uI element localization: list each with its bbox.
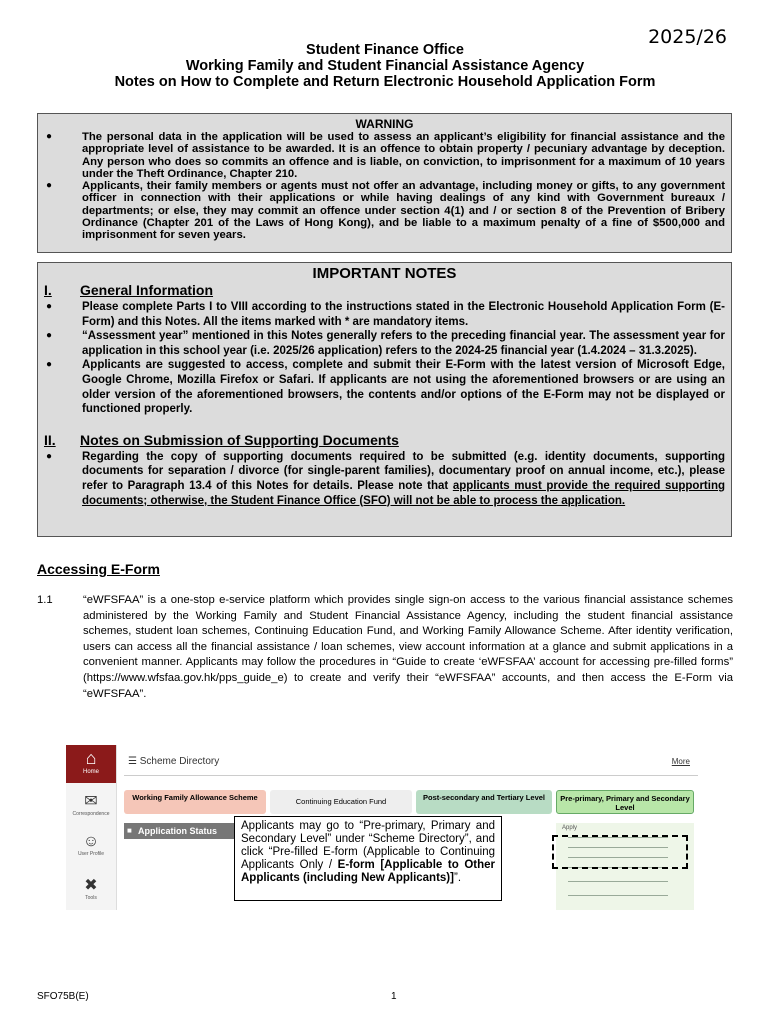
sidebar-item-user-profile[interactable] (66, 833, 116, 857)
list-item[interactable] (568, 895, 668, 902)
footer-code: SFO75B(E) (37, 991, 89, 1002)
home-icon: ⌂ (85, 748, 97, 768)
paragraph-1-1 (37, 593, 733, 702)
paragraph-number: 1.1 (37, 594, 53, 606)
note-item: ● “Assessment year” mentioned in this Notes generally refers to the preceding financial year. The assessment year for application in this school year (i.e. 2025/26 application) refers to the 2024-25 financial year (1.4.2024 – 31.3.2025). (44, 329, 725, 358)
envelope-icon: ✉ (84, 793, 98, 810)
title-line-1: Student Finance Office (306, 42, 464, 58)
callout-end: ”. (453, 872, 462, 884)
section-number: II. (44, 431, 56, 448)
tools-icon: ✖ (84, 877, 98, 894)
apply-label: Apply (562, 825, 578, 831)
callout-text: Applicants may go to “Pre-primary, Primary and Secondary Level” under “Scheme Directory”, and click “Pre-filled E-form (Applicable to Continuing Applicants Only / (241, 820, 495, 871)
scheme-directory-title: ☰ Scheme Directory (128, 756, 220, 767)
sidebar-item-label: Tools (85, 895, 97, 901)
section-1-heading (44, 282, 725, 298)
document-titles (0, 42, 770, 90)
tab-pre-primary[interactable]: Pre-primary, Primary and Secondary Level (556, 790, 694, 814)
note-text: Regarding the copy of supporting documents required to be submitted (e.g. identity documents, supporting documents for separation / divorce (for single-parent families), documentary proof on annual income, etc.), please refer to Paragraph 13.4 of this Notes for details. Please note that (82, 450, 725, 492)
section-2-heading (44, 432, 725, 448)
sidebar-item-label: Home (82, 769, 99, 775)
highlight-dashed-box (552, 835, 688, 869)
sidebar-item-tools[interactable] (66, 875, 116, 901)
warning-heading: WARNING (355, 117, 414, 131)
section-number: I. (44, 282, 52, 298)
more-link[interactable]: More (671, 757, 690, 766)
sidebar (66, 745, 117, 910)
important-notes-box (37, 262, 732, 537)
paragraph-text: “eWFSFAA” is a one-stop e-service platform which provides single sign-on access to the various financial assistance schemes administered by the Working Family and Student Financial Assistance Agency, including the student financial assistance schemes, student loan schemes, Continuing Education Fund, and Working Family Allowance Scheme. After identity verification, users can access all the financial assistance / loan schemes, view account information at a glance and submit applications in a convenient manner. Applicants may follow the procedures in “Guide to create ‘eWFSFAA’ account for accessing pre-filled forms” (https://www.wfsfaa.gov.hk/pps_guide_e) to create and verify their “eWFSFAA” accounts, and then access the E-Form via “eWFSFAA”. (83, 594, 733, 700)
list-item[interactable] (568, 881, 668, 888)
title-line-2: Working Family and Student Financial Assistance Agency (185, 58, 585, 74)
accessing-eform-heading: Accessing E-Form (37, 561, 160, 577)
school-year: 2025/26 (648, 26, 727, 48)
instruction-callout (234, 816, 502, 901)
warning-box (37, 113, 732, 253)
section-title: Notes on Submission of Supporting Documents (80, 431, 399, 448)
note-item: ● Applicants are suggested to access, complete and submit their E-Form with the latest version of Microsoft Edge, Google Chrome, Mozilla Firefox or Safari. If applicants are not using the aforementioned browsers or are using an older version of the aforementioned browsers, the contents and/or options of the E-Form may not be displayed or functioned properly. (44, 358, 725, 416)
sidebar-item-correspondence[interactable] (66, 791, 116, 817)
sidebar-item-label: Correspondence (72, 811, 110, 817)
callout-bold-text: E-form [Applicable to Other Applicants (including New Applicants)] (241, 859, 495, 884)
application-status-bar[interactable]: ■ Application Status (124, 823, 242, 839)
tab-continuing-education-fund[interactable]: Continuing Education Fund (270, 790, 412, 814)
sidebar-item-home[interactable] (66, 745, 116, 783)
sidebar-item-label: User Profile (77, 851, 105, 857)
divider (124, 775, 698, 776)
section-title: General Information (80, 282, 214, 298)
scheme-directory-label: Scheme Directory (139, 756, 220, 767)
note-item (44, 450, 725, 508)
note-item: ● Please complete Parts I to VIII according to the instructions stated in the Electronic Household Application Form (E-Form) and this Notes. All the items marked with * are mandatory items. (44, 300, 725, 329)
title-line-3: Notes on How to Complete and Return Electronic Household Application Form (114, 74, 656, 90)
important-heading: IMPORTANT NOTES (312, 265, 457, 282)
warning-item: ● The personal data in the application will be used to assess an applicant’s eligibility for financial assistance and the appropriate level of assistance to be awarded. It is an offence to obtain property / pecuniary advantage by deception. Any person who does so commits an offence and is liable, on conviction, to imprisonment for a maximum of 10 years under the Theft Ordinance, Chapter 210. (44, 131, 725, 180)
tab-working-family-allowance[interactable]: Working Family Allowance Scheme (124, 790, 266, 814)
tab-post-secondary[interactable]: Post-secondary and Tertiary Level (416, 790, 552, 814)
page-number: 1 (391, 991, 397, 1002)
warning-item: ● Applicants, their family members or agents must not offer an advantage, including money or gifts, to any government officer in connection with their applications or while having dealings of any kind with Government bureaux / departments; or else, they may commit an offence under section 4(1) and / or section 8 of the Prevention of Bribery Ordinance (Chapter 201 of the Laws of Hong Kong), and be liable to a maximum penalty of a fine of $500,000 and imprisonment for seven years. (44, 180, 725, 241)
user-icon: ☺ (82, 833, 100, 850)
note-underlined-text: applicants must provide the required supporting documents; otherwise, the Student Finance Office (SFO) will not be able to process the application. (82, 479, 725, 507)
